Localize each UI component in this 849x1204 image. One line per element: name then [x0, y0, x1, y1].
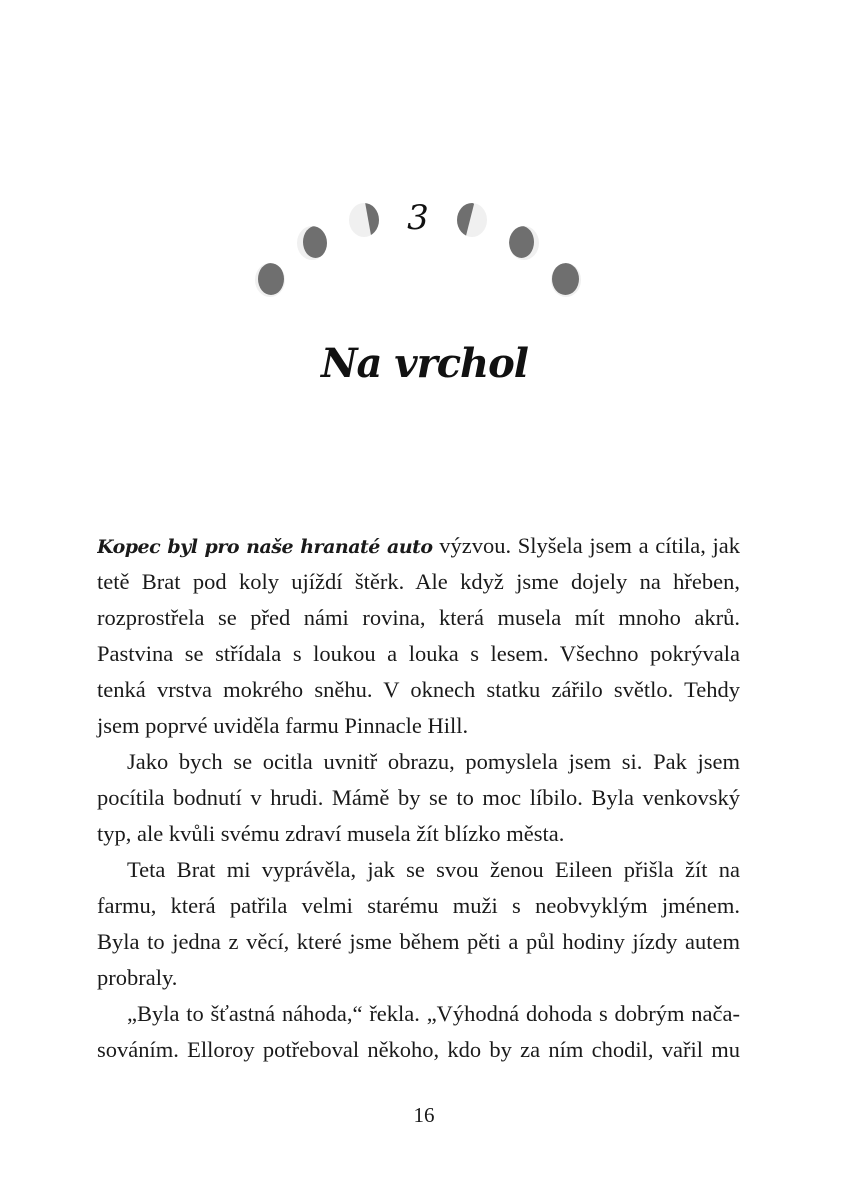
text-line: Pastvina se střídala s loukou a louka s lesem. Všechno pokrývala — [97, 641, 740, 666]
paragraph — [97, 852, 740, 996]
body-text — [97, 528, 740, 1068]
text-line: tenká vrstva mokrého sněhu. V oknech statku zářilo světlo. Tehdy — [97, 677, 740, 702]
moon-phase-icon — [349, 203, 379, 237]
moon-phase-icon — [255, 263, 285, 297]
text-line: Kopec byl pro naše hranaté auto výzvou. Slyšela jsem a cítila, jak — [97, 533, 740, 558]
text-line: Teta Brat mi vyprávěla, jak se svou ženou Eileen přišla žít na — [127, 857, 740, 882]
text-line: tetě Brat pod koly ujíždí štěrk. Ale když jsme dojely na hřeben, — [97, 569, 740, 594]
text-line: Jako bych se ocitla uvnitř obrazu, pomyslela jsem si. Pak jsem — [127, 749, 740, 774]
text-line: jsem poprvé uviděla farmu Pinnacle Hill. — [97, 713, 469, 738]
chapter-title: Na vrchol — [320, 340, 529, 387]
text-line: pocítila bodnutí v hrudi. Mámě by se to moc líbilo. Byla venkovský — [97, 785, 740, 810]
paragraph — [97, 744, 740, 852]
text-line: probraly. — [97, 965, 178, 990]
moon-phase-icon — [297, 226, 327, 260]
moon-phase-icon — [551, 263, 581, 297]
paragraph — [97, 528, 740, 744]
text-line: typ, ale kvůli svému zdraví musela žít blízko města. — [97, 821, 565, 846]
text-line: farmu, která patřila velmi starému muži s neobvyklým jménem. — [97, 893, 740, 918]
paragraph — [97, 996, 740, 1068]
page-number: 16 — [413, 1103, 435, 1127]
text-line: „Byla to šťastná náhoda,“ řekla. „Výhodná dohoda s dobrým nača- — [127, 1001, 740, 1026]
text-line: rozprostřela se před námi rovina, která musela mít mnoho akrů. — [97, 605, 740, 630]
moon-phase-icon — [509, 226, 539, 260]
text-line: Byla to jedna z věcí, které jsme během pěti a půl hodiny jízdy autem — [97, 929, 740, 954]
text-line: sováním. Elloroy potřeboval někoho, kdo by za ním chodil, vařil mu — [97, 1037, 740, 1062]
moon-phase-icon — [457, 203, 487, 237]
chapter-number: 3 — [407, 198, 429, 238]
lead-in-text: Kopec byl pro naše hranaté auto — [97, 536, 433, 558]
